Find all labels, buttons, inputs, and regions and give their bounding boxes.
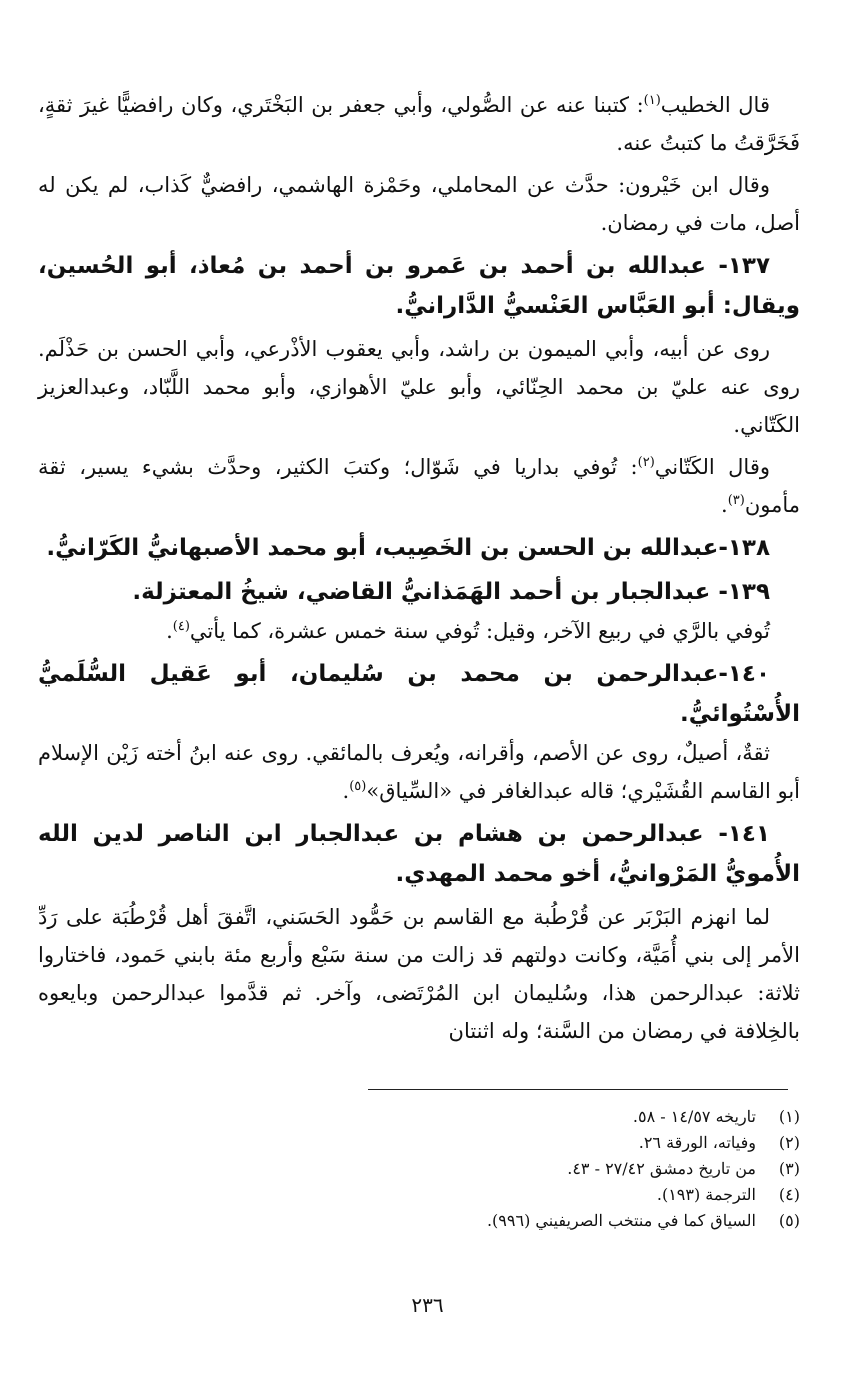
footnote-item	[300, 1104, 800, 1130]
paragraph-khatib	[38, 86, 800, 162]
footnote-ref: (٣)	[727, 493, 745, 508]
footnote-divider	[368, 1089, 788, 1090]
footnote-ref: (٥)	[349, 779, 367, 794]
paragraph-narrators: روى عن أبيه، وأبي الميمون بن راشد، وأبي يعقوب الأذْرعي، وأبي الحسن بن حَذْلَم. روى عنه عليّ بن محمد الحِنّائي، وأبو عليّ الأهوازي، وأبو محمد اللَّبّاد، وعبدالعزيز الكَتّاني.	[38, 337, 800, 437]
footnote-item	[300, 1130, 800, 1156]
footnote-number: (٣)	[778, 1159, 800, 1178]
paragraph-text: تُوفي بالرَّي في ربيع الآخر، وقيل: تُوفي سنة خمس عشرة، كما يأتي	[189, 619, 770, 643]
footnote-number: (٤)	[778, 1185, 800, 1204]
footnotes	[300, 1104, 800, 1234]
paragraph-text: وقال الكَتّاني	[654, 455, 770, 479]
main-text	[38, 86, 800, 1050]
footnote-item	[300, 1182, 800, 1208]
paragraph-text: قال الخطيب	[660, 93, 770, 117]
paragraph-kattani	[38, 448, 800, 524]
footnote-item	[300, 1208, 800, 1234]
paragraph-death-rayy	[38, 612, 800, 650]
footnote-ref: (٤)	[172, 619, 190, 634]
paragraph-khayrun: وقال ابن خَيْرون: حدَّث عن المحاملي، وحَمْزة الهاشمي، رافضيٌّ كَذاب، لم يكن له أصل، مات في رمضان.	[38, 173, 800, 235]
paragraph-thiqa	[38, 734, 800, 810]
paragraph-text: : تُوفي بداريا في شَوّال؛ وكتبَ الكثير، وحدَّث بشيء يسير، ثقة مأمون	[38, 455, 800, 517]
footnote-ref: (٢)	[637, 455, 655, 470]
entry-heading-139: ١٣٩- عبدالجبار بن أحمد الهَمَذانيُّ القاضي، شيخُ المعتزلة.	[132, 579, 770, 605]
entry-heading-140: ١٤٠-عبدالرحمن بن محمد بن سُليمان، أبو عَقيل السُّلَميُّ الأُسْتُوائيُّ.	[38, 661, 800, 727]
paragraph-text: .	[166, 619, 173, 643]
footnote-number: (٥)	[778, 1211, 800, 1230]
footnote-number: (١)	[778, 1107, 800, 1126]
footnote-item	[300, 1156, 800, 1182]
footnote-text: الترجمة (١٩٣).	[656, 1185, 756, 1204]
footnote-text: السياق كما في منتخب الصريفيني (٩٩٦).	[486, 1211, 756, 1230]
entry-heading-141: ١٤١- عبدالرحمن بن هشام بن عبدالجبار ابن الناصر لدين الله الأُمويُّ المَرْوانيُّ، أخو محمد المهدي.	[38, 821, 800, 887]
paragraph-text: : كتبنا عنه عن الصُّولي، وأبي جعفر بن البَخْتَري، وكان رافضيًّا غيرَ ثقةٍ، فَخَرَّقتُ ما كتبتُ عنه.	[38, 93, 800, 155]
paragraph-text: .	[721, 493, 728, 517]
paragraph-text: .	[342, 779, 350, 803]
footnote-number: (٢)	[778, 1133, 800, 1152]
footnote-text: من تاريخ دمشق ٢٧/٤٢ - ٤٣.	[567, 1159, 756, 1178]
paragraph-text: ثقةٌ، أصيلٌ، روى عن الأصم، وأقرانه، ويُعرف بالمائقي. روى عنه ابنُ أخته زَيْن الإسلام أبو القاسم القُشَيْري؛ قاله عبدالغافر في «السِّياق»	[38, 741, 800, 803]
paragraph-berbers: لما انهزم البَرْبَر عن قُرْطُبة مع القاسم بن حَمُّود الحَسَني، اتَّفقَ أهل قُرْطُبَة على رَدِّ الأمر إلى بني أُمَيَّة، وكانت دولتهم قد زالت من سنة سَبْع وأربع مئة بابني حَمود، فاختاروا ثلاثة: عبدالرحمن هذا، وسُليمان ابن المُرْتَضى، وآخر. ثم قدَّموا عبدالرحمن وبايعوه بالخِلافة في رمضان من السَّنة؛ وله اثنتان	[38, 905, 800, 1043]
footnote-ref: (١)	[643, 93, 661, 108]
entry-heading-137: ١٣٧- عبدالله بن أحمد بن عَمرو بن أحمد بن مُعاذ، أبو الحُسين، ويقال: أبو العَبَّاس العَنْسيُّ الدَّارانيُّ.	[38, 253, 800, 319]
footnote-text: وفياته، الورقة ٢٦.	[638, 1133, 756, 1152]
footnote-text: تاريخه ١٤/٥٧ - ٥٨.	[632, 1107, 756, 1126]
page-number: ٢٣٦	[411, 1293, 444, 1317]
entry-heading-138: ١٣٨-عبدالله بن الحسن بن الخَصِيب، أبو محمد الأصبهانيُّ الكَرّانيُّ.	[46, 535, 770, 561]
